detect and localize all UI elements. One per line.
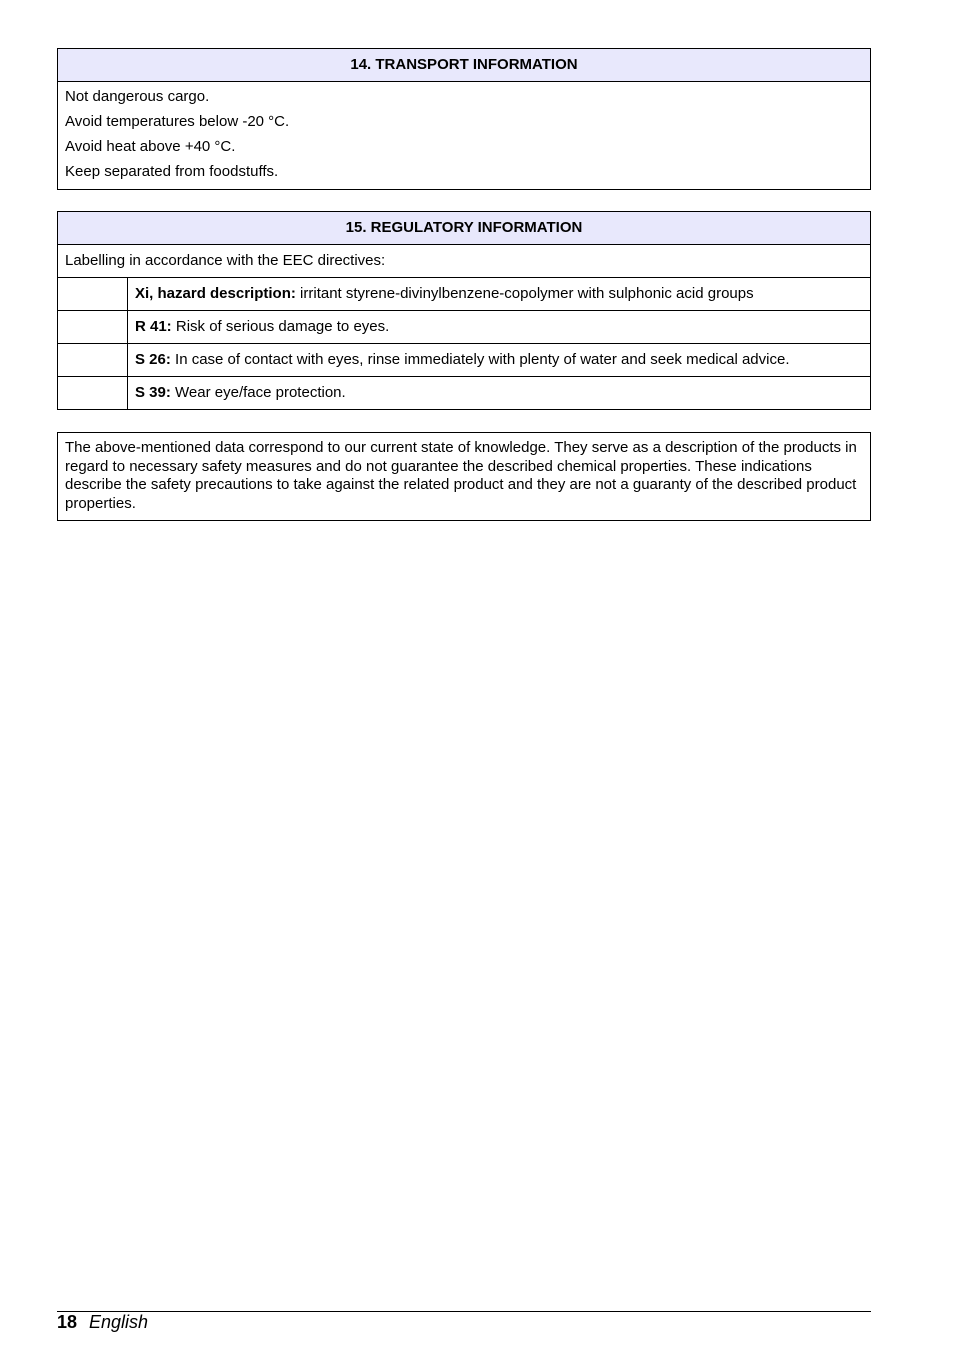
row-gutter bbox=[58, 278, 128, 310]
page-number: 18 bbox=[57, 1312, 78, 1332]
row-value: Wear eye/face protection. bbox=[170, 384, 346, 401]
row-key: S 39: bbox=[135, 384, 171, 401]
row-key: S 26: bbox=[135, 351, 171, 368]
transport-section bbox=[57, 48, 871, 190]
transport-line: Avoid temperatures below -20 °C. bbox=[65, 113, 290, 130]
regulatory-title: 15. REGULATORY INFORMATION bbox=[58, 212, 870, 245]
table-row bbox=[58, 278, 870, 311]
table-row bbox=[58, 344, 870, 377]
regulatory-section bbox=[57, 211, 871, 410]
transport-line: Keep separated from foodstuffs. bbox=[65, 163, 279, 180]
row-value: In case of contact with eyes, rinse immediately with plenty of water and seek medical advice. bbox=[170, 351, 790, 368]
row-text bbox=[128, 311, 389, 343]
row-gutter bbox=[58, 344, 128, 376]
row-key: Xi, hazard description: bbox=[135, 285, 296, 302]
transport-line: Not dangerous cargo. bbox=[65, 88, 210, 105]
row-text bbox=[128, 377, 346, 409]
footer-divider bbox=[57, 1311, 871, 1312]
labelling-text: Labelling in accordance with the EEC directives: bbox=[58, 245, 870, 278]
table-row bbox=[58, 311, 870, 344]
row-text bbox=[128, 278, 754, 310]
disclaimer-text: The above-mentioned data correspond to our current state of knowledge. They serve as a description of the products in regard to necessary safety measures and do not guarantee the described chemical properties. These indications describe the safety precautions to take against the related product and they are not a guaranty of the described product properties. bbox=[65, 439, 857, 512]
row-text bbox=[128, 344, 790, 376]
footer-language: English bbox=[89, 1312, 149, 1332]
table-row bbox=[58, 377, 870, 409]
disclaimer-box bbox=[57, 432, 871, 521]
row-gutter bbox=[58, 377, 128, 409]
page-footer bbox=[57, 1311, 148, 1333]
transport-line: Avoid heat above +40 °C. bbox=[65, 138, 236, 155]
row-key: R 41: bbox=[135, 318, 172, 335]
row-value: irritant styrene-divinylbenzene-copolymer with sulphonic acid groups bbox=[295, 285, 754, 302]
row-value: Risk of serious damage to eyes. bbox=[171, 318, 390, 335]
transport-title: 14. TRANSPORT INFORMATION bbox=[58, 49, 870, 82]
row-gutter bbox=[58, 311, 128, 343]
